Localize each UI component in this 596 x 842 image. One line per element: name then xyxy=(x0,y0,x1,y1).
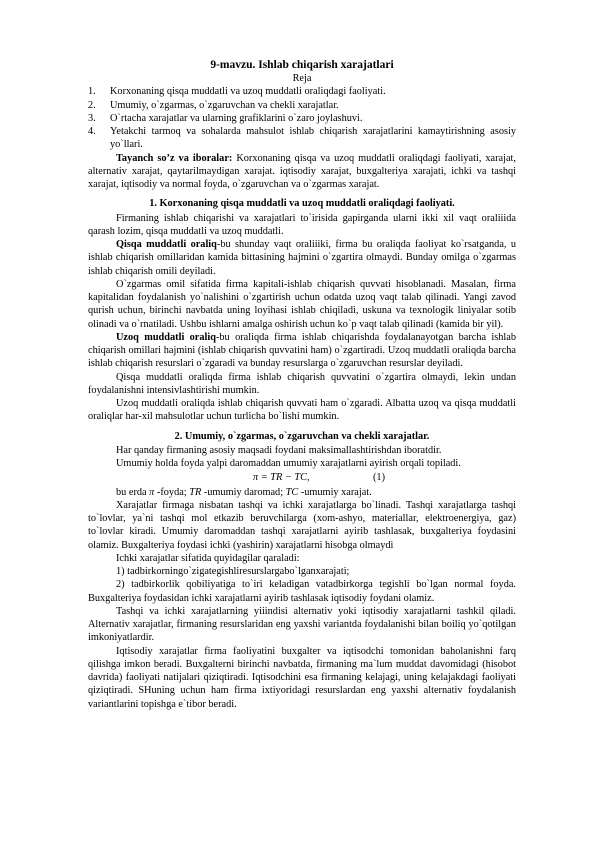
symbol-tc: TC xyxy=(285,486,299,498)
list-number: 1. xyxy=(88,86,96,98)
term-bold: Qisqa muddatli oraliq xyxy=(116,239,217,250)
formula-line xyxy=(88,471,516,484)
plan-heading: Reja xyxy=(292,73,312,84)
paragraph: Umumiy holda foyda yalpi daromaddan umumiy xarajatlarni ayirish orqali topiladi. xyxy=(116,458,461,469)
paragraph-text: -bu oraliqda firma ishlab chiqarishda foydalanayotgan barcha ishlab chiqarish omillari hajmini (ishlab chiqarish quvvatini ham) o`zgartiradi. Uzoq muddatli oraliqda barcha ishlab chiqarish resurslari o`zgaradi va bunday resurslarga o`zgaruvchan resurslar deyiladi. xyxy=(88,331,516,370)
formula-number: (1) xyxy=(373,472,386,484)
definition-text: -foyda; xyxy=(154,486,190,498)
paragraph: Ichki xarajatlar sifatida quyidagilar qaraladi: xyxy=(116,552,300,564)
section-1-heading: 1. Korxonaning qisqa muddatli va uzoq muddatli oraliqdagi faoliyati. xyxy=(149,198,455,210)
definition-text: -umumiy xarajat. xyxy=(298,486,372,498)
paragraph: Tashqi va ichki xarajatlarning yiiindisi alternativ yoki iqtisodiy xarajatlarni tashkil qiladi. Alternativ xarajatlar, firmaning resurslaridan eng yaxshi variantda foydalanishi bilan boiliq yo`qotilgan imkoniyatlardir. xyxy=(88,605,516,644)
key-terms-text: Korxonaning qisqa va uzoq muddatli oraliqdagi faoliyati, xarajat, alternativ xarajat, qaytarilmaydigan xarajat. iqtisodiy xarajat, buxgalteriya xarajati, ichki va tashqi xarajat, iqtisodiy va normal foyda, o`zgaruvchan va o`zgarmas xarajat. xyxy=(88,152,516,190)
symbol-pi: π xyxy=(149,486,155,498)
term-bold: Uzoq muddatli oraliq xyxy=(116,331,216,343)
list-text: Umumiy, o`zgarmas, o`zgaruvchan va chekli xarajatlar. xyxy=(110,99,339,111)
list-text: Korxonaning qisqa muddatli va uzoq muddatli oraliqdagi faoliyati. xyxy=(110,86,386,98)
section-2-heading: 2. Umumiy, o`zgarmas, o`zgaruvchan va chekli xarajatlar. xyxy=(174,430,430,442)
list-text: Yetakchi tarmoq va sohalarda mahsulot ishlab chiqarish xarajatlarini kamaytirishning asosiy yo`llari. xyxy=(110,126,516,151)
paragraph: Iqtisodiy xarajatlar firma faoliyatini buxgalter va iqtisodchi tomonidan baholanishni farq qilishga imkon beradi. Buxgalterni birinchi navbatda, firmaning ma`lum muddat davomidagi (hisobot davrida) faoliyati natijalari qiziqtiradi. Iqtisodchini esa firmaning kelajagi, uning kelajakdagi faoliyati qiziqtiradi. SHuning uchun ham firma ixtiyoridagi resurslardan eng yaxshi alternativ foydalanish variantlarini topishga e`tibor beradi. xyxy=(88,645,516,710)
list-number: 3. xyxy=(88,112,96,124)
paragraph: O`zgarmas omil sifatida firma kapitali-ishlab chiqarish quvvati hisoblanadi. Masalan, firma kapitalidan foydalanish yo`nalishini o`zgartirish uchun odatda uzoq vaqt talab qilinadi. Yangi zavod qurish uchun, birinchi navbatda uning loyihasi ishlab chiqiladi, uskuna va texnologik liniyalar sotib olinadi va o`rnatiladi. Ushbu ishlarni amalga oshirish uchun ko`p vaqt talab qilinadi (kamida bir yil). xyxy=(88,278,516,330)
formula: π = TR − TC, xyxy=(253,472,310,484)
list-text: O`rtacha xarajatlar va ularning grafiklarini o`zaro joylashuvi. xyxy=(110,112,363,124)
key-terms-label: Tayanch so’z va iboralar: xyxy=(116,152,233,164)
page-title: 9-mavzu. Ishlab chiqarish xarajatlari xyxy=(210,59,394,71)
paragraph: Uzoq muddatli oraliqda ishlab chiqarish quvvati ham o`zgaradi. Albatta uzoq va qisqa muddatli oraliqlar har-xil mahsulotlar uchun turlicha bo`lishi mumkin. xyxy=(88,398,516,423)
symbol-tr: TR xyxy=(189,486,202,498)
paragraph-text: -bu shunday vaqt oraliiiki, firma bu oraliqda faoliyat ko`rsatganda, u ishlab chiqarish omillaridan kamida bittasining hajmini o`zgartira olmaydi. Bunday omilga o`zgarmas ishlab chiqarish omili deyiladi. xyxy=(88,239,516,277)
paragraph: Har qanday firmaning asosiy maqsadi foydani maksimallashtirishdan iboratdir. xyxy=(116,444,442,456)
paragraph: Xarajatlar firmaga nisbatan tashqi va ichki xarajatlarga bo`linadi. Tashqi xarajatlarga tashqi to`lovlar, ya`ni tashqi mol etkazib beruvchilarga (xom-ashyo, materiallar, elektroenergiya, gaz) to`lovlar kiradi. Umumiy daromaddan tashqi xarajatlarni ayirib tashlasak, buxgalteriya foydasini olamiz. Buxgalteriya foydasi ichki (yashirin) xarajatlarni hisobga olmaydi xyxy=(88,499,516,551)
list-number: 4. xyxy=(88,126,96,137)
paragraph xyxy=(88,238,516,278)
paragraph: 2) tadbirkorlik qobiliyatiga to`iri keladigan vatadbirkorga tegishli bo`lgan normal foyda. Buxgalteriya foydasidan ichki xarajatlarni ayirib tashlasak iqtisodiy foydani olamiz. xyxy=(88,579,516,604)
paragraph xyxy=(88,331,516,371)
paragraph: 1) tadbirkorningo`zigategishliresurslargabo`lganxarajati; xyxy=(116,566,350,577)
list-item xyxy=(88,112,516,125)
key-terms-paragraph xyxy=(88,152,516,192)
document-page xyxy=(88,58,516,711)
list-item xyxy=(88,125,516,152)
paragraph: Qisqa muddatli oraliqda firma ishlab chiqarish quvvatini o`zgartira olmaydi, lekin undan foydalanishni intensivlashtirishi mumkin. xyxy=(88,371,516,396)
list-item xyxy=(88,99,516,112)
plan-list xyxy=(88,85,516,151)
definition-paragraph xyxy=(88,486,516,499)
list-number: 2. xyxy=(88,99,96,111)
definition-text: -umumiy daromad; xyxy=(201,486,286,498)
definition-text: bu erda xyxy=(116,486,150,498)
list-item xyxy=(88,85,516,98)
paragraph: Firmaning ishlab chiqarishi va xarajatlari to`irisida gapirganda ularni ikki xil vaqt oraliiida qarash lozim, qisqa muddatli va uzoq muddatli. xyxy=(88,212,516,237)
